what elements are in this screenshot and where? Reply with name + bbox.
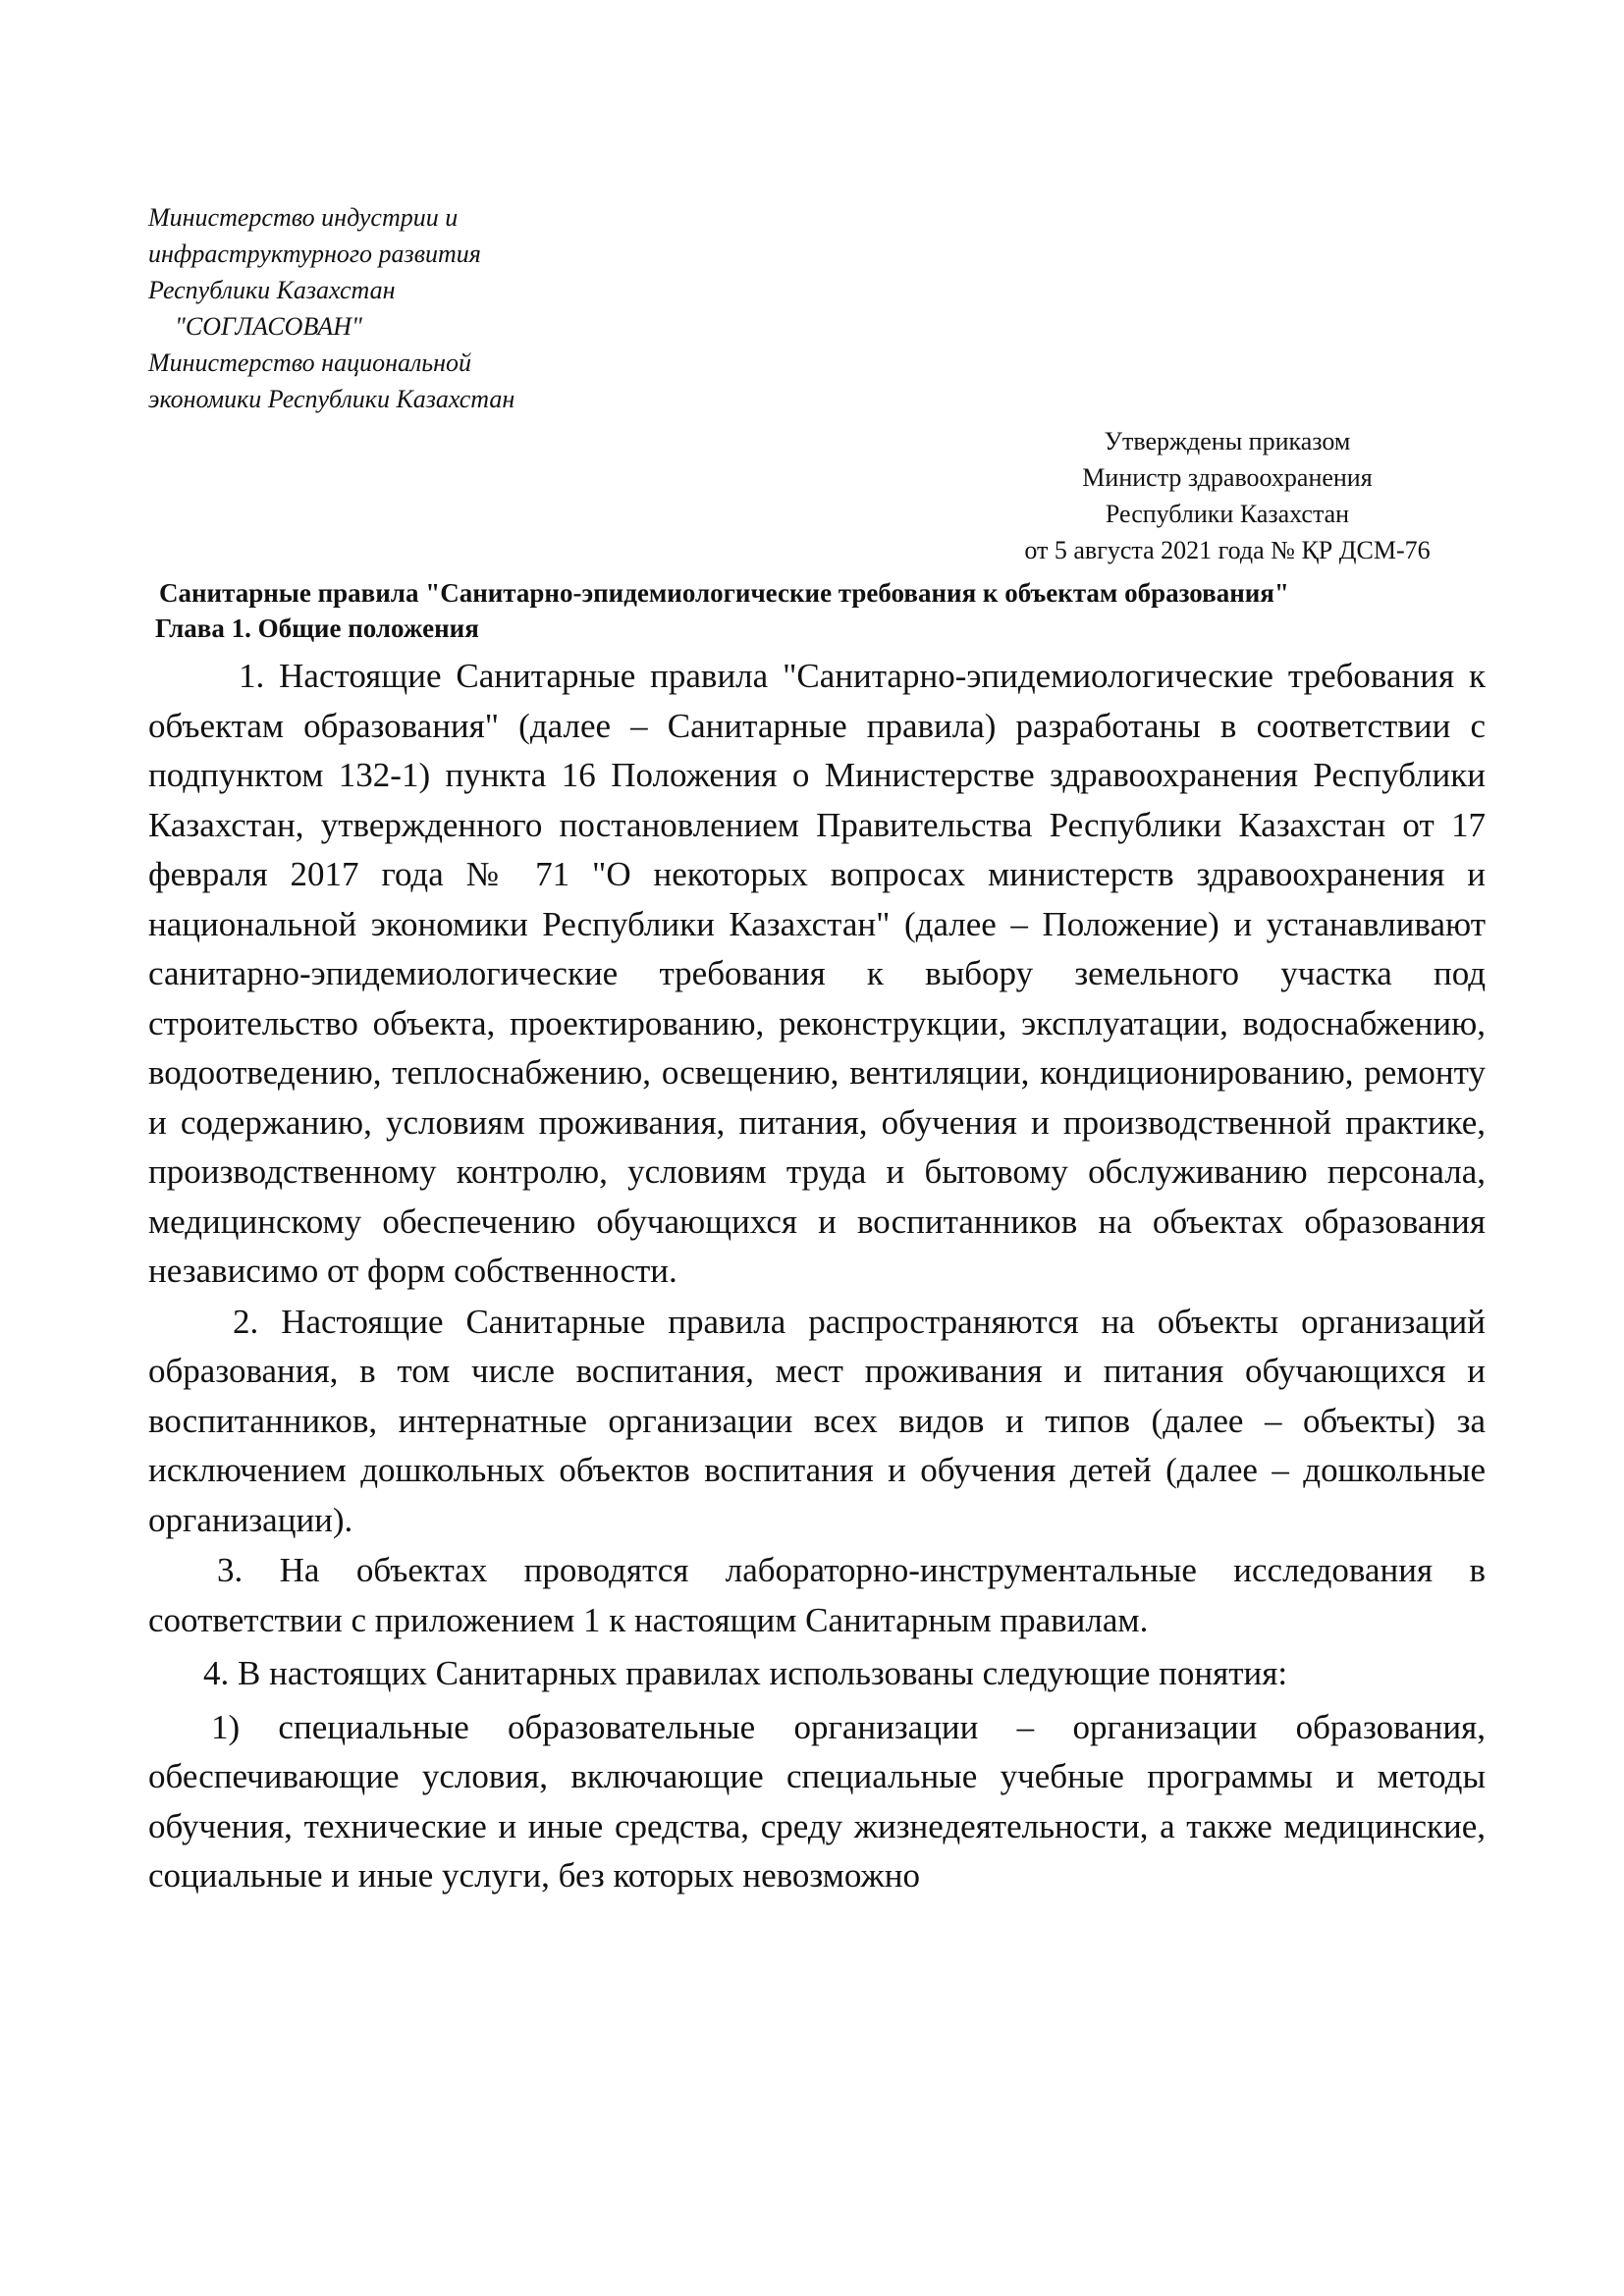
approval-block <box>1011 423 1443 568</box>
document-title: Санитарные правила "Санитарно-эпидемиологические требования к объектам образования" <box>159 578 1289 608</box>
ministry2-line-2: экономики Республики Казахстан <box>148 385 515 413</box>
paragraph-1: 1. Настоящие Санитарные правила "Санитарно-эпидемиологические требования к объектам образования" (далее – Санитарные правила) разработаны в соответствии с подпунктом 132-1) пункта 16 Положения о Министерстве здравоохранения Республики Казахстан, утвержденного постановлением Правительства Республики Казахстан от 17 февраля 2017 года № 71 "О некоторых вопросах министерств здравоохранения и национальной экономики Республики Казахстан" (далее – Положение) и устанавливают санитарно-эпидемиологические требования к выбору земельного участка под строительство объекта, проектированию, реконструкции, эксплуатации, водоснабжению, водоотведению, теплоснабжению, освещению, вентиляции, кондиционированию, ремонту и содержанию, условиям проживания, питания, обучения и производственной практике, производственному контролю, условиям труда и бытовому обслуживанию персонала, медицинскому обеспечению обучающихся и воспитанников на объектах образования независимо от форм собственности. <box>148 657 1486 1290</box>
paragraph-2: 2. Настоящие Санитарные правила распространяются на объекты организаций образования, в том числе воспитания, мест проживания и питания обучающихся и воспитанников, интернатные организации всех видов и типов (далее – объекты) за исключением дошкольных объектов воспитания и обучения детей (далее – дошкольные организации). <box>148 1302 1486 1539</box>
ministry-line-2: инфраструктурного развития <box>148 240 481 268</box>
chapter-heading: Глава 1. Общие положения <box>155 614 479 643</box>
agreed-stamp-text: "СОГЛАСОВАН" <box>175 312 362 341</box>
paragraph-3: 3. На объектах проводятся лабораторно-инструментальные исследования в соответствии с приложением 1 к настоящим Санитарным правилам. <box>148 1551 1486 1639</box>
paragraph-4-item-1: 1) специальные образовательные организации – организации образования, обеспечивающие условия, включающие специальные учебные программы и методы обучения, технические и иные средства, среду жизнедеятельности, а также медицинские, социальные и иные услуги, без которых невозможно <box>148 1707 1486 1895</box>
paragraph-4: 4. В настоящих Санитарных правилах использованы следующие понятия: <box>203 1654 1288 1692</box>
ministry2-line-1: Министерство национальной <box>148 348 472 377</box>
document-body <box>148 652 1486 1901</box>
agreement-block <box>148 199 514 417</box>
approval-line-1: Утверждены приказом <box>1104 427 1351 455</box>
ministry-line-3: Республики Казахстан <box>148 276 396 304</box>
approval-line-4: от 5 августа 2021 года № ҚР ДСМ-76 <box>1024 536 1431 564</box>
approval-line-2: Министр здравоохранения <box>1082 463 1373 492</box>
approval-line-3: Республики Казахстан <box>1105 500 1350 528</box>
ministry-line-1: Министерство индустрии и <box>148 203 459 232</box>
